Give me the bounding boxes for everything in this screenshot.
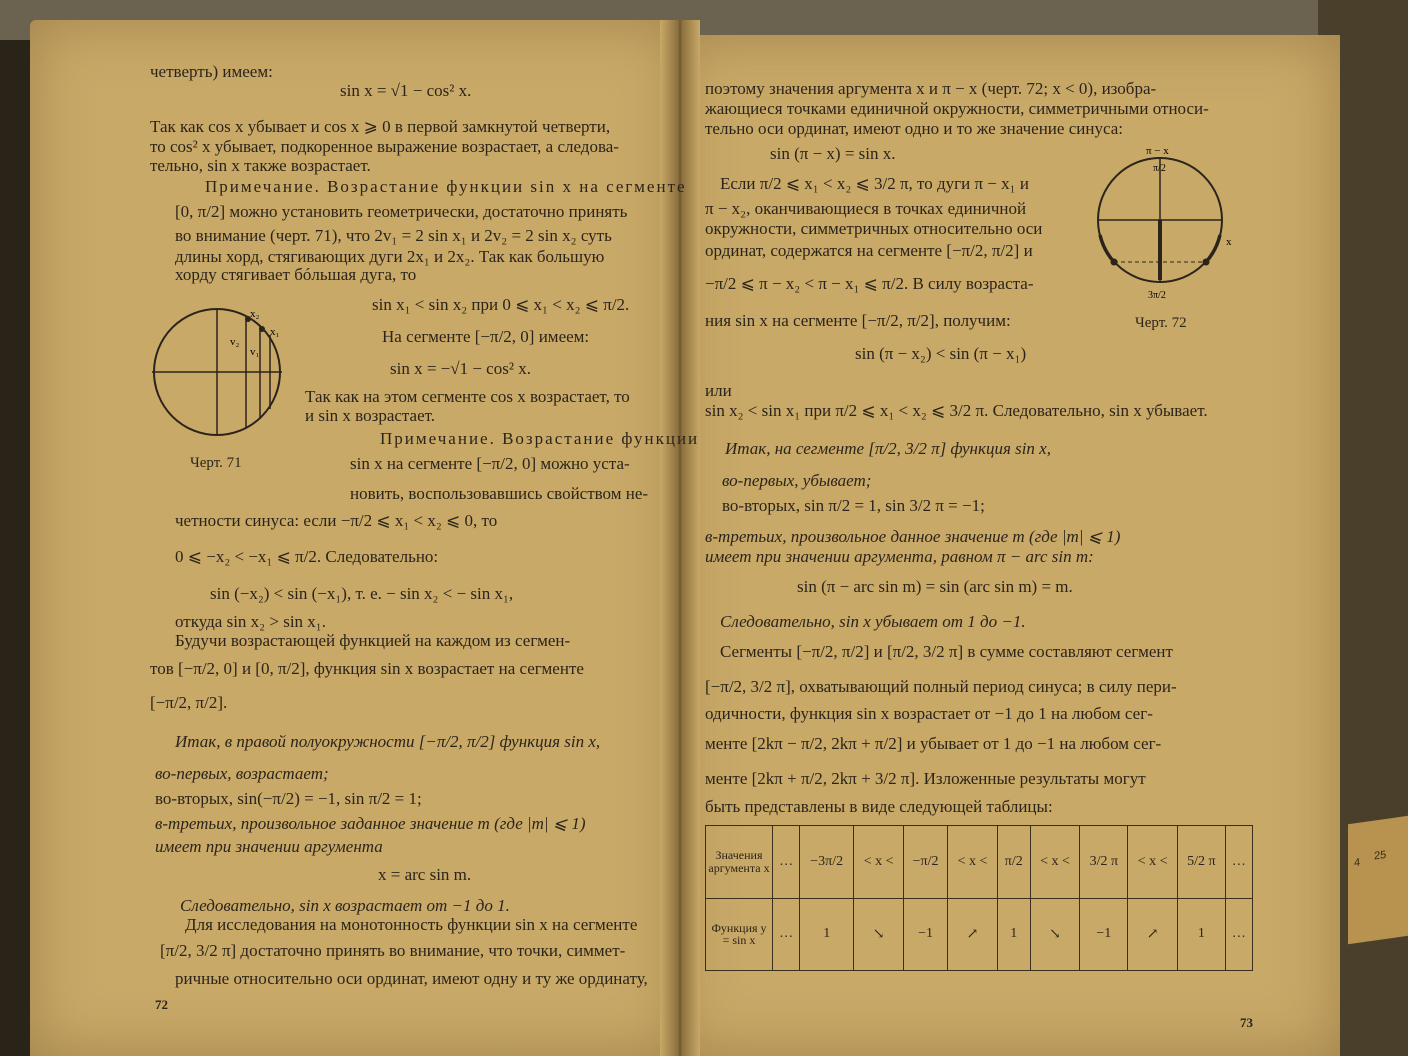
text-line: во-вторых, sin π/2 = 1, sin 3/2 π = −1; bbox=[722, 496, 985, 515]
text-line: во внимание (черт. 71), что 2v₁ = 2 sin x₁ и 2v₂ = 2 sin x₂ суть bbox=[175, 226, 612, 245]
table-cell: … bbox=[1225, 826, 1252, 899]
text-line: менте [2kπ − π/2, 2kπ + π/2] и убывает от 1 до −1 на любом сег- bbox=[705, 734, 1162, 753]
text-line: Примечание. Возрастание функции bbox=[380, 429, 700, 448]
text-line: жающиеся точками единичной окружности, симметричными относи- bbox=[705, 99, 1209, 118]
table-cell: … bbox=[773, 826, 800, 899]
table-cell: ↘ bbox=[854, 898, 904, 971]
text-line: то cos² x убывает, подкоренное выражение возрастает, а следова- bbox=[150, 137, 619, 156]
text-line: [−π/2, π/2]. bbox=[150, 693, 228, 712]
table-cell: −1 bbox=[904, 898, 948, 971]
text-line: откуда sin x₂ > sin x₁. bbox=[175, 612, 326, 631]
ruler-mark: 4 bbox=[1354, 856, 1361, 870]
table-cell: Функция y = sin x bbox=[706, 898, 773, 971]
figure-label: π − x bbox=[1146, 145, 1169, 157]
table-cell: −3π/2 bbox=[800, 826, 854, 899]
figure-label: x₁ bbox=[270, 326, 280, 338]
text-line: в-третьих, произвольное заданное значение m (где |m| ⩽ 1) bbox=[155, 814, 586, 833]
figure-71-circle-diagram bbox=[150, 305, 290, 445]
table-cell: < x < bbox=[854, 826, 904, 899]
text-line: Если π/2 ⩽ x₁ < x₂ ⩽ 3/2 π, то дуги π − x₁ и bbox=[720, 174, 1029, 193]
text-line: ния sin x на сегменте [−π/2, π/2], получим: bbox=[705, 311, 1011, 330]
text-line: окружности, симметричных относительно оси bbox=[705, 219, 1043, 238]
table-cell: ↗ bbox=[948, 898, 998, 971]
text-line: во-первых, возрастает; bbox=[155, 764, 329, 783]
text-line: четности синуса: если −π/2 ⩽ x₁ < x₂ ⩽ 0, то bbox=[175, 511, 498, 530]
text-line: имеет при значении аргумента bbox=[155, 837, 383, 856]
text-line: sin x₂ < sin x₁ при π/2 ⩽ x₁ < x₂ ⩽ 3/2 π. Следовательно, sin x убывает. bbox=[705, 401, 1208, 420]
figure-label: x bbox=[1226, 236, 1232, 248]
text-line: [0, π/2] можно установить геометрически, достаточно принять bbox=[175, 202, 628, 221]
text-line: Итак, в правой полуокружности [−π/2, π/2] функция sin x, bbox=[175, 732, 601, 751]
formula-line: sin x₁ < sin x₂ при 0 ⩽ x₁ < x₂ ⩽ π/2. bbox=[372, 295, 630, 314]
table-cell: 3/2 π bbox=[1080, 826, 1128, 899]
text-line: Так как cos x убывает и cos x ⩾ 0 в первой замкнутой четверти, bbox=[150, 117, 611, 136]
table-cell: 5/2 π bbox=[1177, 826, 1225, 899]
text-line: Итак, на сегменте [π/2, 3/2 π] функция sin x, bbox=[725, 439, 1051, 458]
table-cell: … bbox=[773, 898, 800, 971]
text-line: четверть) имеем: bbox=[150, 62, 273, 81]
text-line: Примечание. Возрастание функции sin x на сегменте bbox=[205, 177, 687, 196]
text-line: менте [2kπ + π/2, 2kπ + 3/2 π]. Изложенные результаты могут bbox=[705, 769, 1146, 788]
text-line: ричные относительно оси ординат, имеют одну и ту же ординату, bbox=[175, 969, 648, 988]
formula-line: x = arc sin m. bbox=[378, 865, 472, 884]
text-line: поэтому значения аргумента x и π − x (черт. 72; x < 0), изобра- bbox=[705, 79, 1157, 98]
page-number: 73 bbox=[1240, 1015, 1253, 1030]
table-cell: < x < bbox=[948, 826, 998, 899]
text-line: быть представлены в виде следующей таблицы: bbox=[705, 797, 1053, 816]
table-cell: 1 bbox=[800, 898, 854, 971]
text-line: тов [−π/2, 0] и [0, π/2], функция sin x возрастает на сегменте bbox=[150, 659, 584, 678]
text-line: и sin x возрастает. bbox=[305, 406, 436, 425]
formula-line: sin x = −√1 − cos² x. bbox=[390, 359, 531, 378]
figure-label: v₁ bbox=[250, 346, 260, 358]
text-line: длины хорд, стягивающих дуги 2x₁ и 2x₂. Так как большую bbox=[175, 247, 605, 266]
table-cell: π/2 bbox=[997, 826, 1030, 899]
table-cell: … bbox=[1225, 898, 1252, 971]
table-row bbox=[706, 898, 1253, 971]
text-line: sin x на сегменте [−π/2, 0] можно уста- bbox=[350, 454, 630, 473]
text-line: ординат, содержатся на сегменте [−π/2, π/2] и bbox=[705, 241, 1033, 260]
text-line: одичности, функция sin x возрастает от −1 до 1 на любом сег- bbox=[705, 704, 1153, 723]
formula-line: sin (π − arc sin m) = sin (arc sin m) = m. bbox=[797, 577, 1073, 596]
text-line: или bbox=[705, 381, 732, 400]
text-line: Так как на этом сегменте cos x возрастает, то bbox=[305, 387, 630, 406]
table-cell: < x < bbox=[1128, 826, 1178, 899]
table-cell: Значения аргумента x bbox=[706, 826, 773, 899]
text-line: π − x₂, оканчивающиеся в точках единичной bbox=[705, 199, 1027, 218]
sine-monotonicity-table bbox=[705, 825, 1253, 971]
text-line: во-вторых, sin(−π/2) = −1, sin π/2 = 1; bbox=[155, 789, 422, 808]
formula-line: sin (−x₂) < sin (−x₁), т. е. − sin x₂ < − sin x₁, bbox=[210, 584, 514, 603]
figure-label: v₂ bbox=[230, 336, 240, 348]
figure-label: 3π/2 bbox=[1148, 290, 1166, 301]
text-line: Следовательно, sin x убывает от 1 до −1. bbox=[720, 612, 1026, 631]
table-cell: < x < bbox=[1030, 826, 1080, 899]
text-line: имеет при значении аргумента, равном π − arc sin m: bbox=[705, 547, 1094, 566]
table-cell: 1 bbox=[1177, 898, 1225, 971]
page-number: 72 bbox=[155, 997, 168, 1012]
text-line: хорду стягивает бóльшая дуга, то bbox=[175, 265, 417, 284]
formula-line: sin x = √1 − cos² x. bbox=[340, 81, 472, 100]
figure-72-circle-diagram bbox=[1090, 140, 1240, 305]
table-cell: 1 bbox=[997, 898, 1030, 971]
text-line: [−π/2, 3/2 π], охватывающий полный период синуса; в силу пери- bbox=[705, 677, 1177, 696]
text-line: Для исследования на монотонность функции sin x на сегменте bbox=[185, 915, 638, 934]
figure-caption: Черт. 71 bbox=[190, 455, 242, 471]
text-line: тельно, sin x также возрастает. bbox=[150, 156, 371, 175]
table-cell: ↗ bbox=[1128, 898, 1178, 971]
book-gutter bbox=[660, 20, 700, 1056]
formula-line: sin (π − x) = sin x. bbox=[770, 144, 896, 163]
ruler-mark: 25 bbox=[1374, 848, 1387, 863]
text-line: в-третьих, произвольное данное значение m (где |m| ⩽ 1) bbox=[705, 527, 1121, 546]
figure-caption: Черт. 72 bbox=[1135, 315, 1187, 331]
figure-label: x₂ bbox=[250, 308, 260, 320]
text-line: Сегменты [−π/2, π/2] и [π/2, 3/2 π] в сумме составляют сегмент bbox=[720, 642, 1173, 661]
formula-line: sin (π − x₂) < sin (π − x₁) bbox=[855, 344, 1027, 363]
text-line: новить, воспользовавшись свойством не- bbox=[350, 484, 649, 503]
text-line: −π/2 ⩽ π − x₂ < π − x₁ ⩽ π/2. В силу возраста- bbox=[705, 274, 1034, 293]
table-cell: −1 bbox=[1080, 898, 1128, 971]
text-line: тельно оси ординат, имеют одно и то же значение синуса: bbox=[705, 119, 1123, 138]
text-line: Следовательно, sin x возрастает от −1 до 1. bbox=[180, 896, 510, 915]
table-cell: ↘ bbox=[1030, 898, 1080, 971]
text-line: во-первых, убывает; bbox=[722, 471, 872, 490]
text-line: 0 ⩽ −x₂ < −x₁ ⩽ π/2. Следовательно: bbox=[175, 547, 439, 566]
text-line: На сегменте [−π/2, 0] имеем: bbox=[382, 327, 590, 346]
text-line: Будучи возрастающей функцией на каждом из сегмен- bbox=[175, 631, 571, 650]
text-line: [π/2, 3/2 π] достаточно принять во внимание, что точки, симмет- bbox=[160, 941, 626, 960]
table-row bbox=[706, 826, 1253, 899]
table-cell: −π/2 bbox=[904, 826, 948, 899]
figure-label: π/2 bbox=[1153, 163, 1166, 174]
wooden-ruler bbox=[1348, 816, 1408, 944]
